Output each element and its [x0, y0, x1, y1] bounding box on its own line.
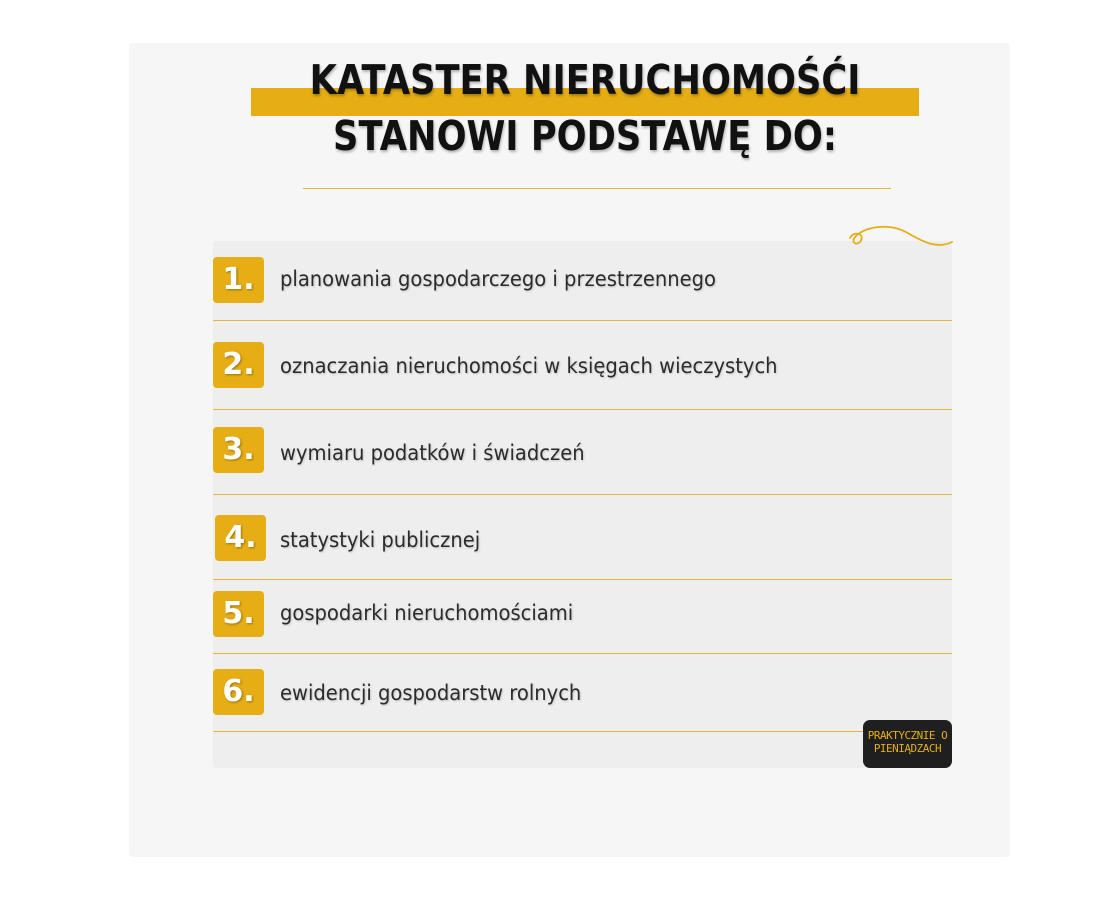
title-line-2: STANOWI PODSTAWĘ DO: — [333, 112, 837, 160]
item-number-badge: 2. — [213, 342, 264, 388]
row-divider — [213, 494, 952, 495]
swirl-icon — [846, 222, 956, 252]
item-number-badge: 6. — [213, 669, 264, 715]
list-item-text: wymiaru podatków i świadczeń — [280, 441, 585, 465]
row-divider — [213, 731, 952, 732]
title-line-1: KATASTER NIERUCHOMOŚĆI — [309, 56, 861, 104]
item-number-badge: 4. — [215, 515, 266, 561]
row-divider — [213, 409, 952, 410]
list-item-text: oznaczania nieruchomości w księgach wieczystych — [280, 354, 778, 378]
title-divider — [303, 188, 891, 189]
brand-logo — [863, 720, 952, 768]
list-item-text: statystyki publicznej — [280, 528, 481, 552]
list-item-text: ewidencji gospodarstw rolnych — [280, 681, 582, 705]
row-divider — [213, 320, 952, 321]
logo-line-1: PRAKTYCZNIE O — [867, 729, 948, 742]
list-item-text: gospodarki nieruchomościami — [280, 601, 574, 625]
item-number-badge: 3. — [213, 427, 264, 473]
row-divider — [213, 653, 952, 654]
item-number-badge: 5. — [213, 591, 264, 637]
logo-line-2: PIENIĄDZACH — [873, 742, 942, 755]
item-number-badge: 1. — [213, 257, 264, 303]
row-divider — [213, 579, 952, 580]
page-title — [298, 52, 872, 164]
list-item-text: planowania gospodarczego i przestrzennego — [280, 267, 717, 291]
